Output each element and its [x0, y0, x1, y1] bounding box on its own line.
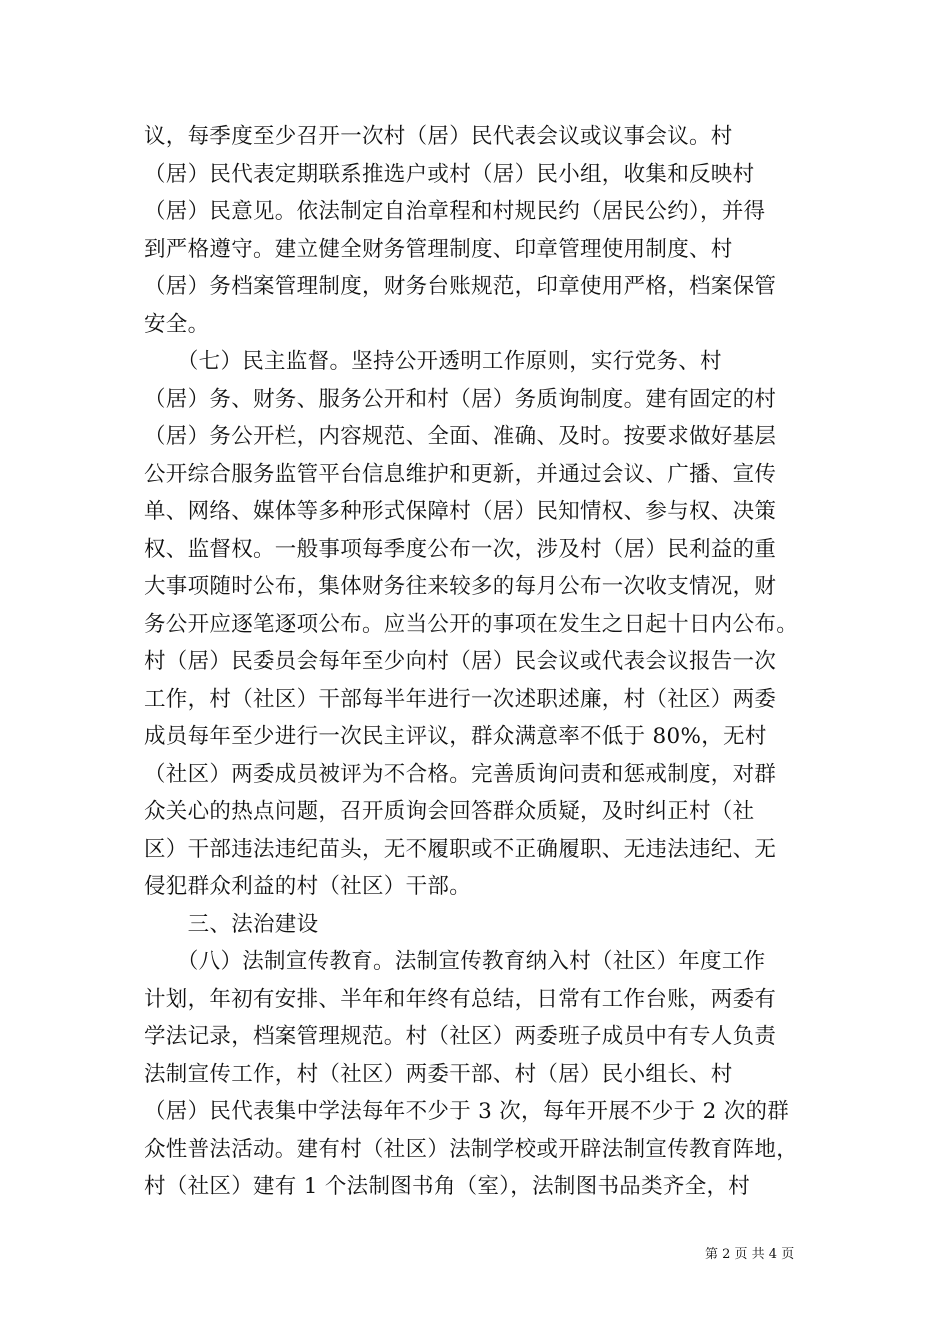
text-line: 议，每季度至少召开一次村（居）民代表会议或议事会议。村 [144, 124, 733, 149]
text-line: 村（社区）建有 1 个法制图书角（室），法制图书品类齐全，村 [144, 1174, 751, 1199]
text-line: 权、监督权。一般事项每季度公布一次，涉及村（居）民利益的重 [144, 536, 777, 562]
text-line: 到严格遵守。建立健全财务管理制度、印章管理使用制度、村 [144, 236, 733, 262]
text-line: 公开综合服务监管平台信息维护和更新，并通过会议、广播、宣传 [144, 461, 777, 487]
text-line: 区）干部违法违纪苗头，无不履职或不正确履职、无违法违纪、无 [144, 836, 777, 862]
text-line: 大事项随时公布，集体财务往来较多的每月公布一次收支情况，财 [144, 574, 777, 599]
text-line: 众关心的热点问题，召开质询会回答群众质疑，及时纠正村（社 [144, 799, 755, 824]
text-line: （居）务、财务、服务公开和村（居）务质询制度。建有固定的村 [144, 386, 777, 412]
text-line: （居）务公开栏，内容规范、全面、准确、及时。按要求做好基层 [144, 424, 777, 449]
text-line: （居）民代表定期联系推选户或村（居）民小组，收集和反映村 [144, 161, 755, 187]
text-line: 工作，村（社区）干部每半年进行一次述职述廉，村（社区）两委 [144, 686, 777, 712]
text-line: 单、网络、媒体等多种形式保障村（居）民知情权、参与权、决策 [144, 499, 777, 524]
text-line: 众性普法活动。建有村（社区）法制学校或开辟法制宣传教育阵地， [144, 1136, 799, 1162]
text-line: （八）法制宣传教育。法制宣传教育纳入村（社区）年度工作 [144, 949, 766, 974]
page-number: 第 2 页 共 4 页 [705, 1247, 795, 1262]
section-heading: 三、法治建设 [144, 911, 319, 937]
text-line: （居）民意见。依法制定自治章程和村规民约（居民公约），并得 [144, 199, 766, 224]
text-line: 计划，年初有安排、半年和年终有总结，日常有工作台账，两委有 [144, 986, 777, 1012]
text-line: 法制宣传工作，村（社区）两委干部、村（居）民小组长、村 [144, 1061, 733, 1087]
text-line: （七）民主监督。坚持公开透明工作原则，实行党务、村 [144, 349, 722, 374]
text-line: 村（居）民委员会每年至少向村（居）民会议或代表会议报告一次 [144, 649, 777, 674]
text-line: （社区）两委成员被评为不合格。完善质询问责和惩戒制度，对群 [144, 761, 777, 787]
text-line: （居）务档案管理制度，财务台账规范，印章使用严格，档案保管 [144, 274, 777, 299]
text-line: （居）民代表集中学法每年不少于 3 次，每年开展不少于 2 次的群 [144, 1099, 790, 1124]
text-line: 侵犯群众利益的村（社区）干部。 [144, 874, 472, 899]
text-line: 安全。 [144, 311, 210, 337]
text-line: 务公开应逐笔逐项公布。应当公开的事项在发生之日起十日内公布。 [144, 611, 799, 637]
text-line: 学法记录，档案管理规范。村（社区）两委班子成员中有专人负责 [144, 1024, 777, 1049]
text-line: 成员每年至少进行一次民主评议，群众满意率不低于 80%，无村 [144, 724, 767, 749]
body-text [144, 118, 824, 1206]
